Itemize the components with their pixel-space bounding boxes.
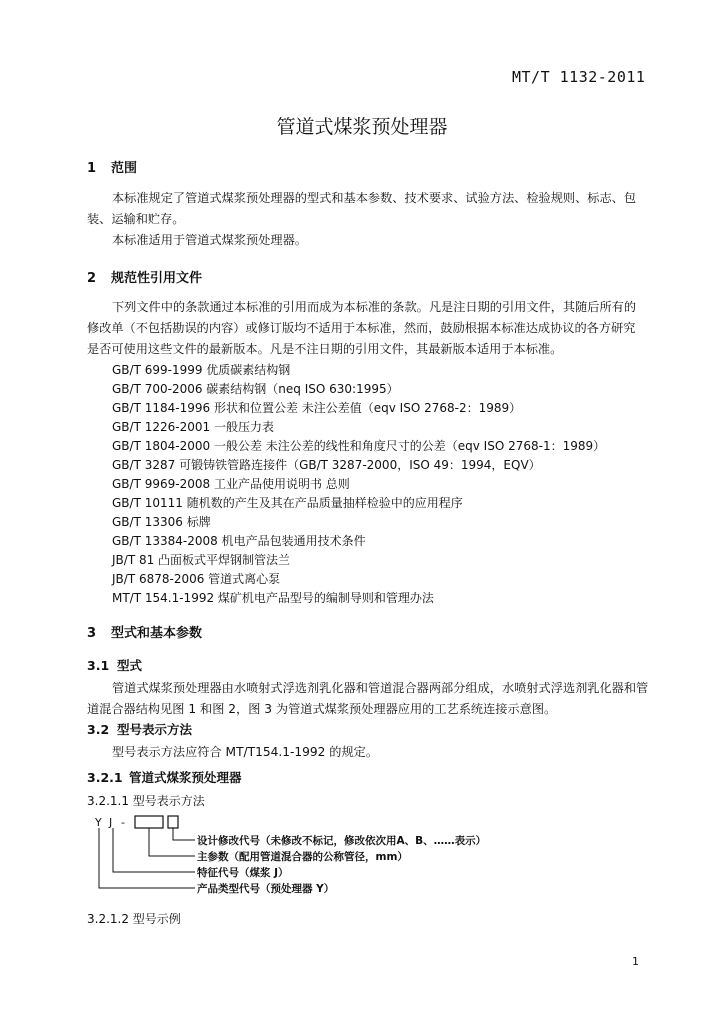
main-parameter-box: [135, 816, 163, 828]
subsection-title: 型号表示方法: [117, 722, 193, 737]
reference-item: GB/T 1226-2001 一般压力表: [112, 420, 274, 434]
label-feature-code: 特征代号（煤浆 J）: [197, 867, 289, 879]
reference-item: MT/T 154.1-1992 煤矿机电产品型号的编制导则和管理办法: [112, 591, 434, 605]
subsection-number: 3.2.1: [87, 770, 123, 785]
leader-line-2: [149, 828, 195, 856]
reference-item: GB/T 1184-1996 形状和位置公差 未注公差值（eqv ISO 2768-2：1989）: [112, 401, 522, 415]
prefix-y-text: Y: [95, 816, 102, 829]
section-1-paragraph-2: 本标准适用于管道式煤浆预处理器。: [112, 233, 307, 247]
reference-item: JB/T 81 凸面板式平焊钢制管法兰: [112, 553, 291, 567]
section-1-heading: [87, 157, 137, 176]
section-number: 3: [87, 626, 97, 641]
section-number: 2: [87, 271, 97, 286]
reference-item: GB/T 1804-2000 一般公差 未注公差的线性和角度尺寸的公差（eqv ISO 2768-1：1989）: [112, 439, 606, 453]
subsection-3-2-heading: [87, 720, 192, 738]
reference-item: GB/T 3287 可锻铸铁管路连接件（GB/T 3287-2000，ISO 49：1994，EQV）: [112, 458, 541, 472]
section-3-heading: [87, 622, 202, 641]
label-modification-code: 设计修改代号（未修改不标记，修改依次用A、B、……表示）: [197, 835, 487, 847]
standard-number: MT/T 1132-2011: [512, 68, 646, 86]
reference-item: GB/T 699-1999 优质碳素结构钢: [112, 363, 291, 377]
reference-item: GB/T 9969-2008 工业产品使用说明书 总则: [112, 477, 350, 491]
section-1-paragraph-1: 本标准规定了管道式煤浆预处理器的型式和基本参数、技术要求、试验方法、检验规则、标志、包装、运输和贮存。: [87, 191, 637, 226]
label-main-parameter: 主参数（配用管道混合器的公称管径，mm）: [197, 851, 408, 863]
reference-item: GB/T 10111 随机数的产生及其在产品质量抽样检验中的应用程序: [112, 496, 463, 510]
subsection-3-2-text: 型号表示方法应符合 MT/T154.1-1992 的规定。: [112, 745, 379, 759]
label-product-type-code: 产品类型代号（预处理器 Y）: [197, 883, 335, 895]
subsection-3-1-heading: [87, 656, 142, 674]
dash-text: -: [121, 816, 125, 829]
subsection-3-2-1-heading: [87, 768, 242, 786]
modification-code-box: [168, 816, 178, 828]
reference-item: GB/T 700-2006 碳素结构钢（neq ISO 630:1995）: [112, 382, 399, 396]
section-title: 范围: [111, 161, 138, 176]
model-designation-diagram: [95, 814, 515, 896]
section-2-intro: 下列文件中的条款通过本标准的引用而成为本标准的条款。凡是注日期的引用文件，其随后所有的修改单（不包括勘误的内容）或修订版均不适用于本标准，然而，鼓励根据本标准达成协议的各方研究是否可使用这些文件的最新版本。凡是不注日期的引用文件，其最新版本适用于本标准。: [87, 300, 637, 356]
clause-3-2-1-1: 3.2.1.1 型号表示方法: [87, 794, 205, 808]
section-title: 型式和基本参数: [111, 626, 203, 641]
subsection-title: 型式: [117, 658, 143, 673]
subsection-title: 管道式煤浆预处理器: [129, 770, 242, 785]
subsection-number: 3.1: [87, 658, 110, 673]
prefix-j-text: J: [109, 816, 113, 829]
reference-item: GB/T 13306 标牌: [112, 515, 211, 529]
reference-item: JB/T 6878-2006 管道式离心泵: [112, 572, 281, 586]
leader-line-3: [113, 828, 195, 872]
section-number: 1: [87, 161, 97, 176]
section-2-heading: [87, 267, 202, 286]
reference-item: GB/T 13384-2008 机电产品包装通用技术条件: [112, 534, 366, 548]
document-title: 管道式煤浆预处理器: [276, 116, 448, 138]
leader-line-1: [173, 828, 195, 840]
page-number: 1: [632, 955, 639, 968]
section-title: 规范性引用文件: [111, 271, 203, 286]
subsection-3-1-text: 管道式煤浆预处理器由水喷射式浮选剂乳化器和管道混合器两部分组成，水喷射式浮选剂乳化器和管道混合器结构见图 1 和图 2，图 3 为管道式煤浆预处理器应用的工艺系统连接示意图。: [87, 681, 649, 716]
clause-3-2-1-2: 3.2.1.2 型号示例: [87, 912, 181, 926]
subsection-number: 3.2: [87, 722, 110, 737]
